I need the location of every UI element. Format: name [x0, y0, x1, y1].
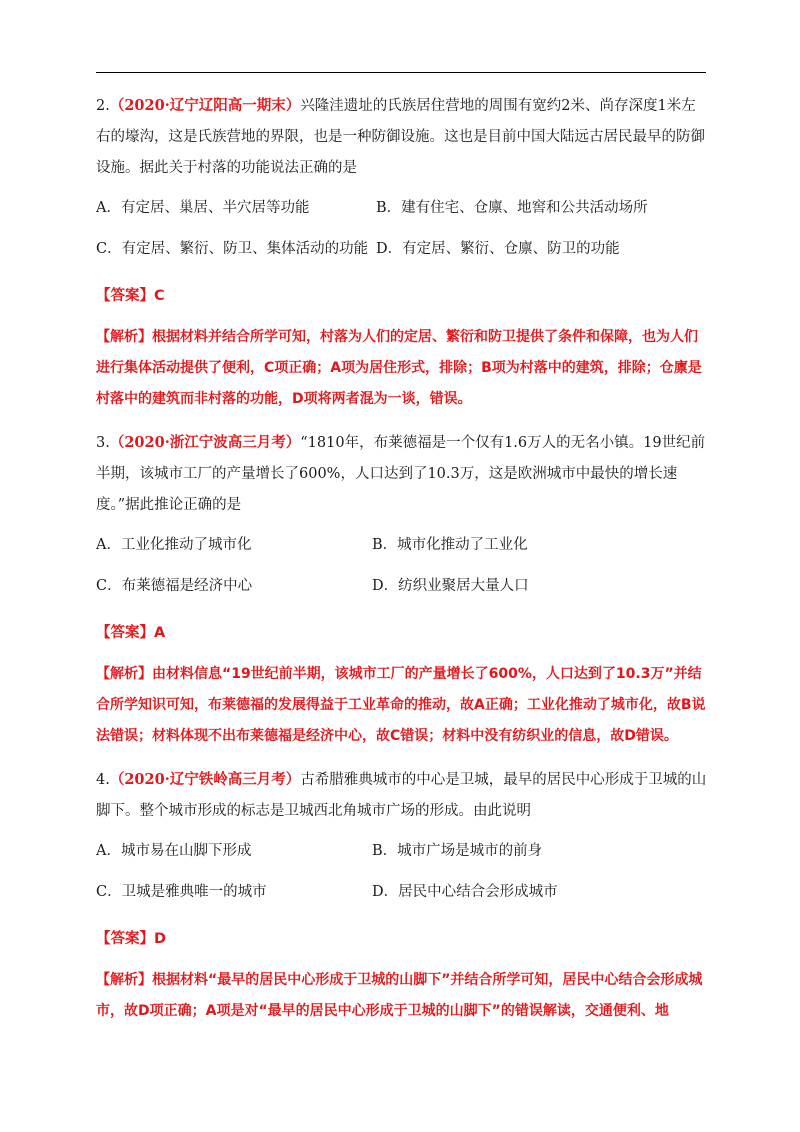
question-number: 3.: [96, 435, 110, 451]
option-c: C．有定居、繁衍、防卫、集体活动的功能: [96, 241, 369, 257]
analysis: 【解析】根据材料“最早的居民中心形成于卫城的山脚下”并结合所学可知，居民中心结合会形成城市，故D项正确；A项是对“最早的居民中心形成于卫城的山脚下”的错误解读，交通便利、地: [96, 972, 703, 1019]
options: [96, 530, 708, 612]
document-body: [96, 90, 708, 1039]
options: [96, 193, 708, 275]
analysis: 【解析】由材料信息“19世纪前半期，该城市工厂的产量增长了600%，人口达到了10.3万”并结合所学知识可知，布莱德福的发展得益于工业革命的推动，故A正确；工业化推动了城市化，故B说法错误；材料体现不出布莱德福是经济中心，故C错误；材料中没有纺织业的信息，故D错误。: [96, 666, 706, 744]
option-b: B．城市广场是城市的前身: [372, 843, 543, 859]
option-b: B．城市化推动了工业化: [372, 537, 528, 553]
option-d: D．有定居、繁衍、仓廪、防卫的功能: [376, 241, 620, 257]
question-stem: [96, 427, 708, 521]
option-d: D．纺织业聚居大量人口: [372, 578, 529, 594]
question-stem: [96, 90, 708, 184]
question-3: [96, 427, 708, 752]
question-stem: [96, 764, 708, 827]
question-source: （2020·辽宁铁岭高三月考）: [109, 771, 301, 788]
question-2: [96, 90, 708, 415]
header-rule: [96, 72, 706, 73]
option-b: B．建有住宅、仓廪、地窖和公共活动场所: [376, 200, 648, 216]
answer: 【答案】A: [96, 625, 166, 641]
question-number: 4.: [96, 772, 110, 788]
question-source: （2020·浙江宁波高三月考）: [109, 434, 301, 451]
question-number: 2.: [96, 98, 110, 114]
question-text: “1810年，布莱德福是一个仅有1.6万人的无名小镇。19世纪前半期，该城市工厂的产量增长了600%，人口达到了10.3万，这是欧洲城市中最快的增长速度。”据此推论正确的是: [96, 435, 706, 513]
option-c: C．卫城是雅典唯一的城市: [96, 884, 267, 900]
question-text: 古希腊雅典城市的中心是卫城，最早的居民中心形成于卫城的山脚下。整个城市形成的标志是卫城西北角城市广场的形成。由此说明: [96, 772, 707, 819]
question-source: （2020·辽宁辽阳高一期末）: [109, 97, 301, 114]
analysis: 【解析】根据材料并结合所学可知，村落为人们的定居、繁衍和防卫提供了条件和保障，也为人们进行集体活动提供了便利，C项正确；A项为居住形式，排除；B项为村落中的建筑，排除；仓廪是村落中的建筑而非村落的功能，D项将两者混为一谈，错误。: [96, 329, 702, 407]
option-c: C．布莱德福是经济中心: [96, 578, 253, 594]
options: [96, 836, 708, 918]
option-a: A．工业化推动了城市化: [96, 537, 252, 553]
option-a: A．有定居、巢居、半穴居等功能: [96, 200, 310, 216]
answer: 【答案】D: [96, 931, 167, 947]
option-d: D．居民中心结合会形成城市: [372, 884, 558, 900]
option-a: A．城市易在山脚下形成: [96, 843, 252, 859]
question-text: 兴隆洼遗址的氏族居住营地的周围有宽约2米、尚存深度1米左右的壕沟，这是氏族营地的界限，也是一种防御设施。这也是目前中国大陆远古居民最早的防御设施。据此关于村落的功能说法正确的是: [96, 98, 705, 176]
question-4: [96, 764, 708, 1027]
answer: 【答案】C: [96, 288, 165, 304]
